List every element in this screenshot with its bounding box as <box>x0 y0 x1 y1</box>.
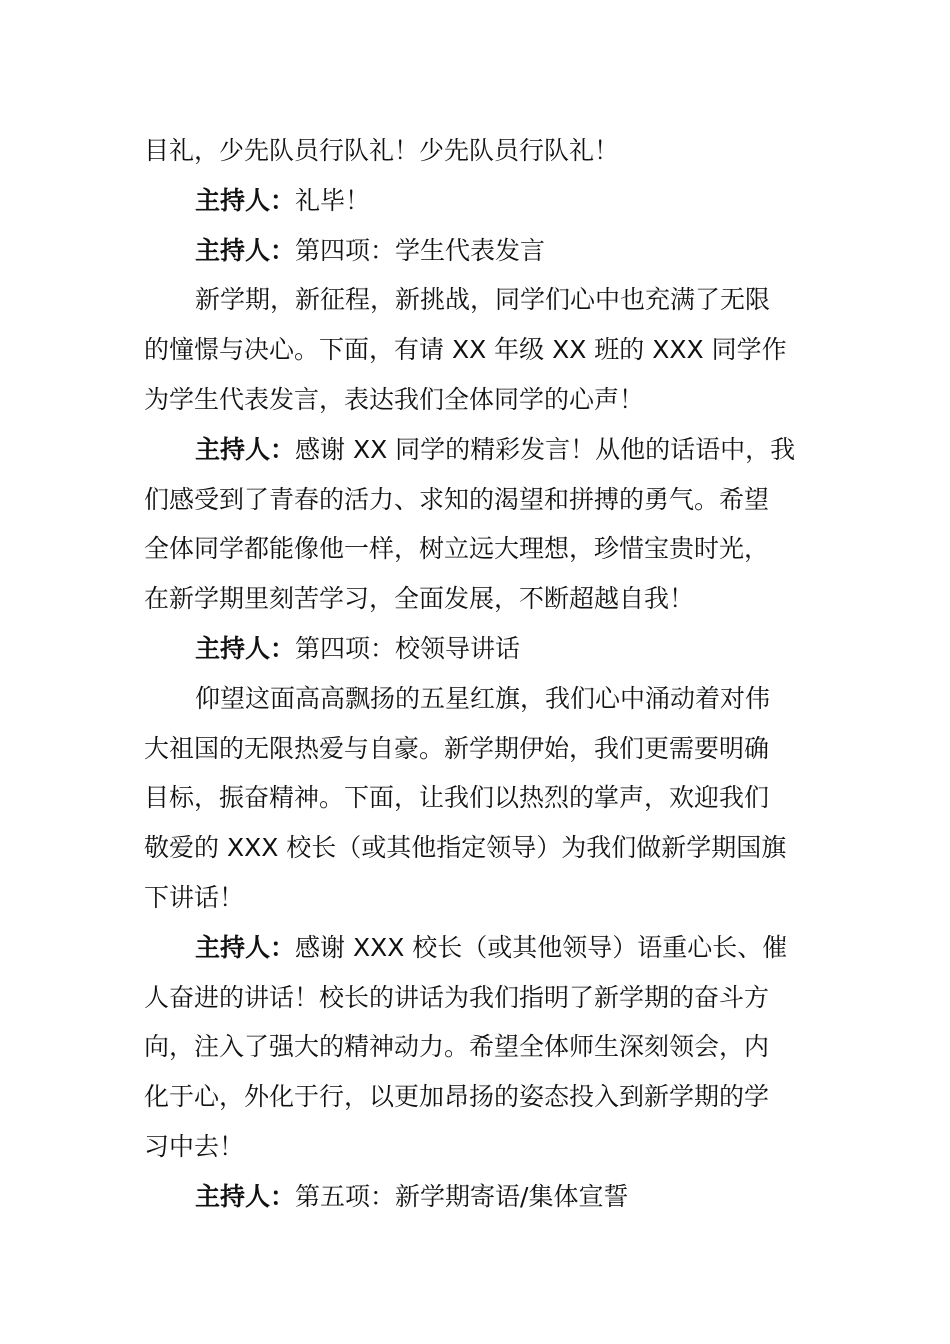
line-text: 习中去！ <box>144 1131 245 1161</box>
line-text: 第五项：新学期寄语/集体宣誓 <box>295 1181 629 1211</box>
document-body <box>144 126 808 1222</box>
line-text: 全体同学都能像他一样，树立远大理想，珍惜宝贵时光， <box>144 534 770 564</box>
line-text: 仰望这面高高飘扬的五星红旗，我们心中涌动着对伟 <box>195 683 771 713</box>
speaker-label: 主持人： <box>195 633 296 663</box>
host-line <box>144 425 808 475</box>
line-text: 敬爱的 XXX 校长（或其他指定领导）为我们做新学期国旗 <box>144 833 787 863</box>
line-text: 第四项：学生代表发言 <box>295 235 546 265</box>
line-text: 下讲话！ <box>144 882 245 912</box>
line-text: 为学生代表发言，表达我们全体同学的心声！ <box>144 384 645 414</box>
paragraph-line <box>144 126 808 176</box>
line-text: 大祖国的无限热爱与自豪。新学期伊始，我们更需要明确 <box>144 733 770 763</box>
line-text: 人奋进的讲话！校长的讲话为我们指明了新学期的奋斗方 <box>144 982 770 1012</box>
line-text: 们感受到了青春的活力、求知的渴望和拼搏的勇气。希望 <box>144 484 770 514</box>
speaker-label: 主持人： <box>195 1181 296 1211</box>
paragraph-start-line <box>144 674 808 724</box>
line-text: 化于心，外化于行，以更加昂扬的姿态投入到新学期的学 <box>144 1082 770 1112</box>
host-line <box>144 923 808 973</box>
paragraph-line <box>144 724 808 774</box>
paragraph-line <box>144 873 808 923</box>
host-line <box>144 176 808 226</box>
paragraph-start-line <box>144 275 808 325</box>
line-text: 感谢 XXX 校长（或其他领导）语重心长、催 <box>295 932 788 962</box>
speaker-label: 主持人： <box>195 434 296 464</box>
paragraph-line <box>144 1122 808 1172</box>
paragraph-line <box>144 574 808 624</box>
line-text: 礼毕！ <box>295 185 371 215</box>
line-text: 新学期，新征程，新挑战，同学们心中也充满了无限 <box>195 285 771 315</box>
line-text: 目标，振奋精神。下面，让我们以热烈的掌声，欢迎我们 <box>144 783 770 813</box>
paragraph-line <box>144 973 808 1023</box>
speaker-label: 主持人： <box>195 932 296 962</box>
paragraph-line <box>144 823 808 873</box>
paragraph-line <box>144 375 808 425</box>
line-text: 感谢 XX 同学的精彩发言！从他的话语中，我 <box>295 434 796 464</box>
paragraph-line <box>144 1022 808 1072</box>
line-text: 向，注入了强大的精神动力。希望全体师生深刻领会，内 <box>144 1032 770 1062</box>
host-line <box>144 226 808 276</box>
line-text: 目礼，少先队员行队礼！少先队员行队礼！ <box>144 136 620 165</box>
line-text: 第四项：校领导讲话 <box>295 633 521 663</box>
speaker-label: 主持人： <box>195 235 296 265</box>
line-text: 的憧憬与决心。下面，有请 XX 年级 XX 班的 XXX 同学作 <box>144 335 787 365</box>
paragraph-line <box>144 524 808 574</box>
paragraph-line <box>144 325 808 375</box>
paragraph-line <box>144 773 808 823</box>
host-line <box>144 1172 808 1222</box>
speaker-label: 主持人： <box>195 185 296 215</box>
paragraph-line <box>144 475 808 525</box>
host-line <box>144 624 808 674</box>
line-text: 在新学期里刻苦学习，全面发展，不断超越自我！ <box>144 584 695 614</box>
paragraph-line <box>144 1072 808 1122</box>
